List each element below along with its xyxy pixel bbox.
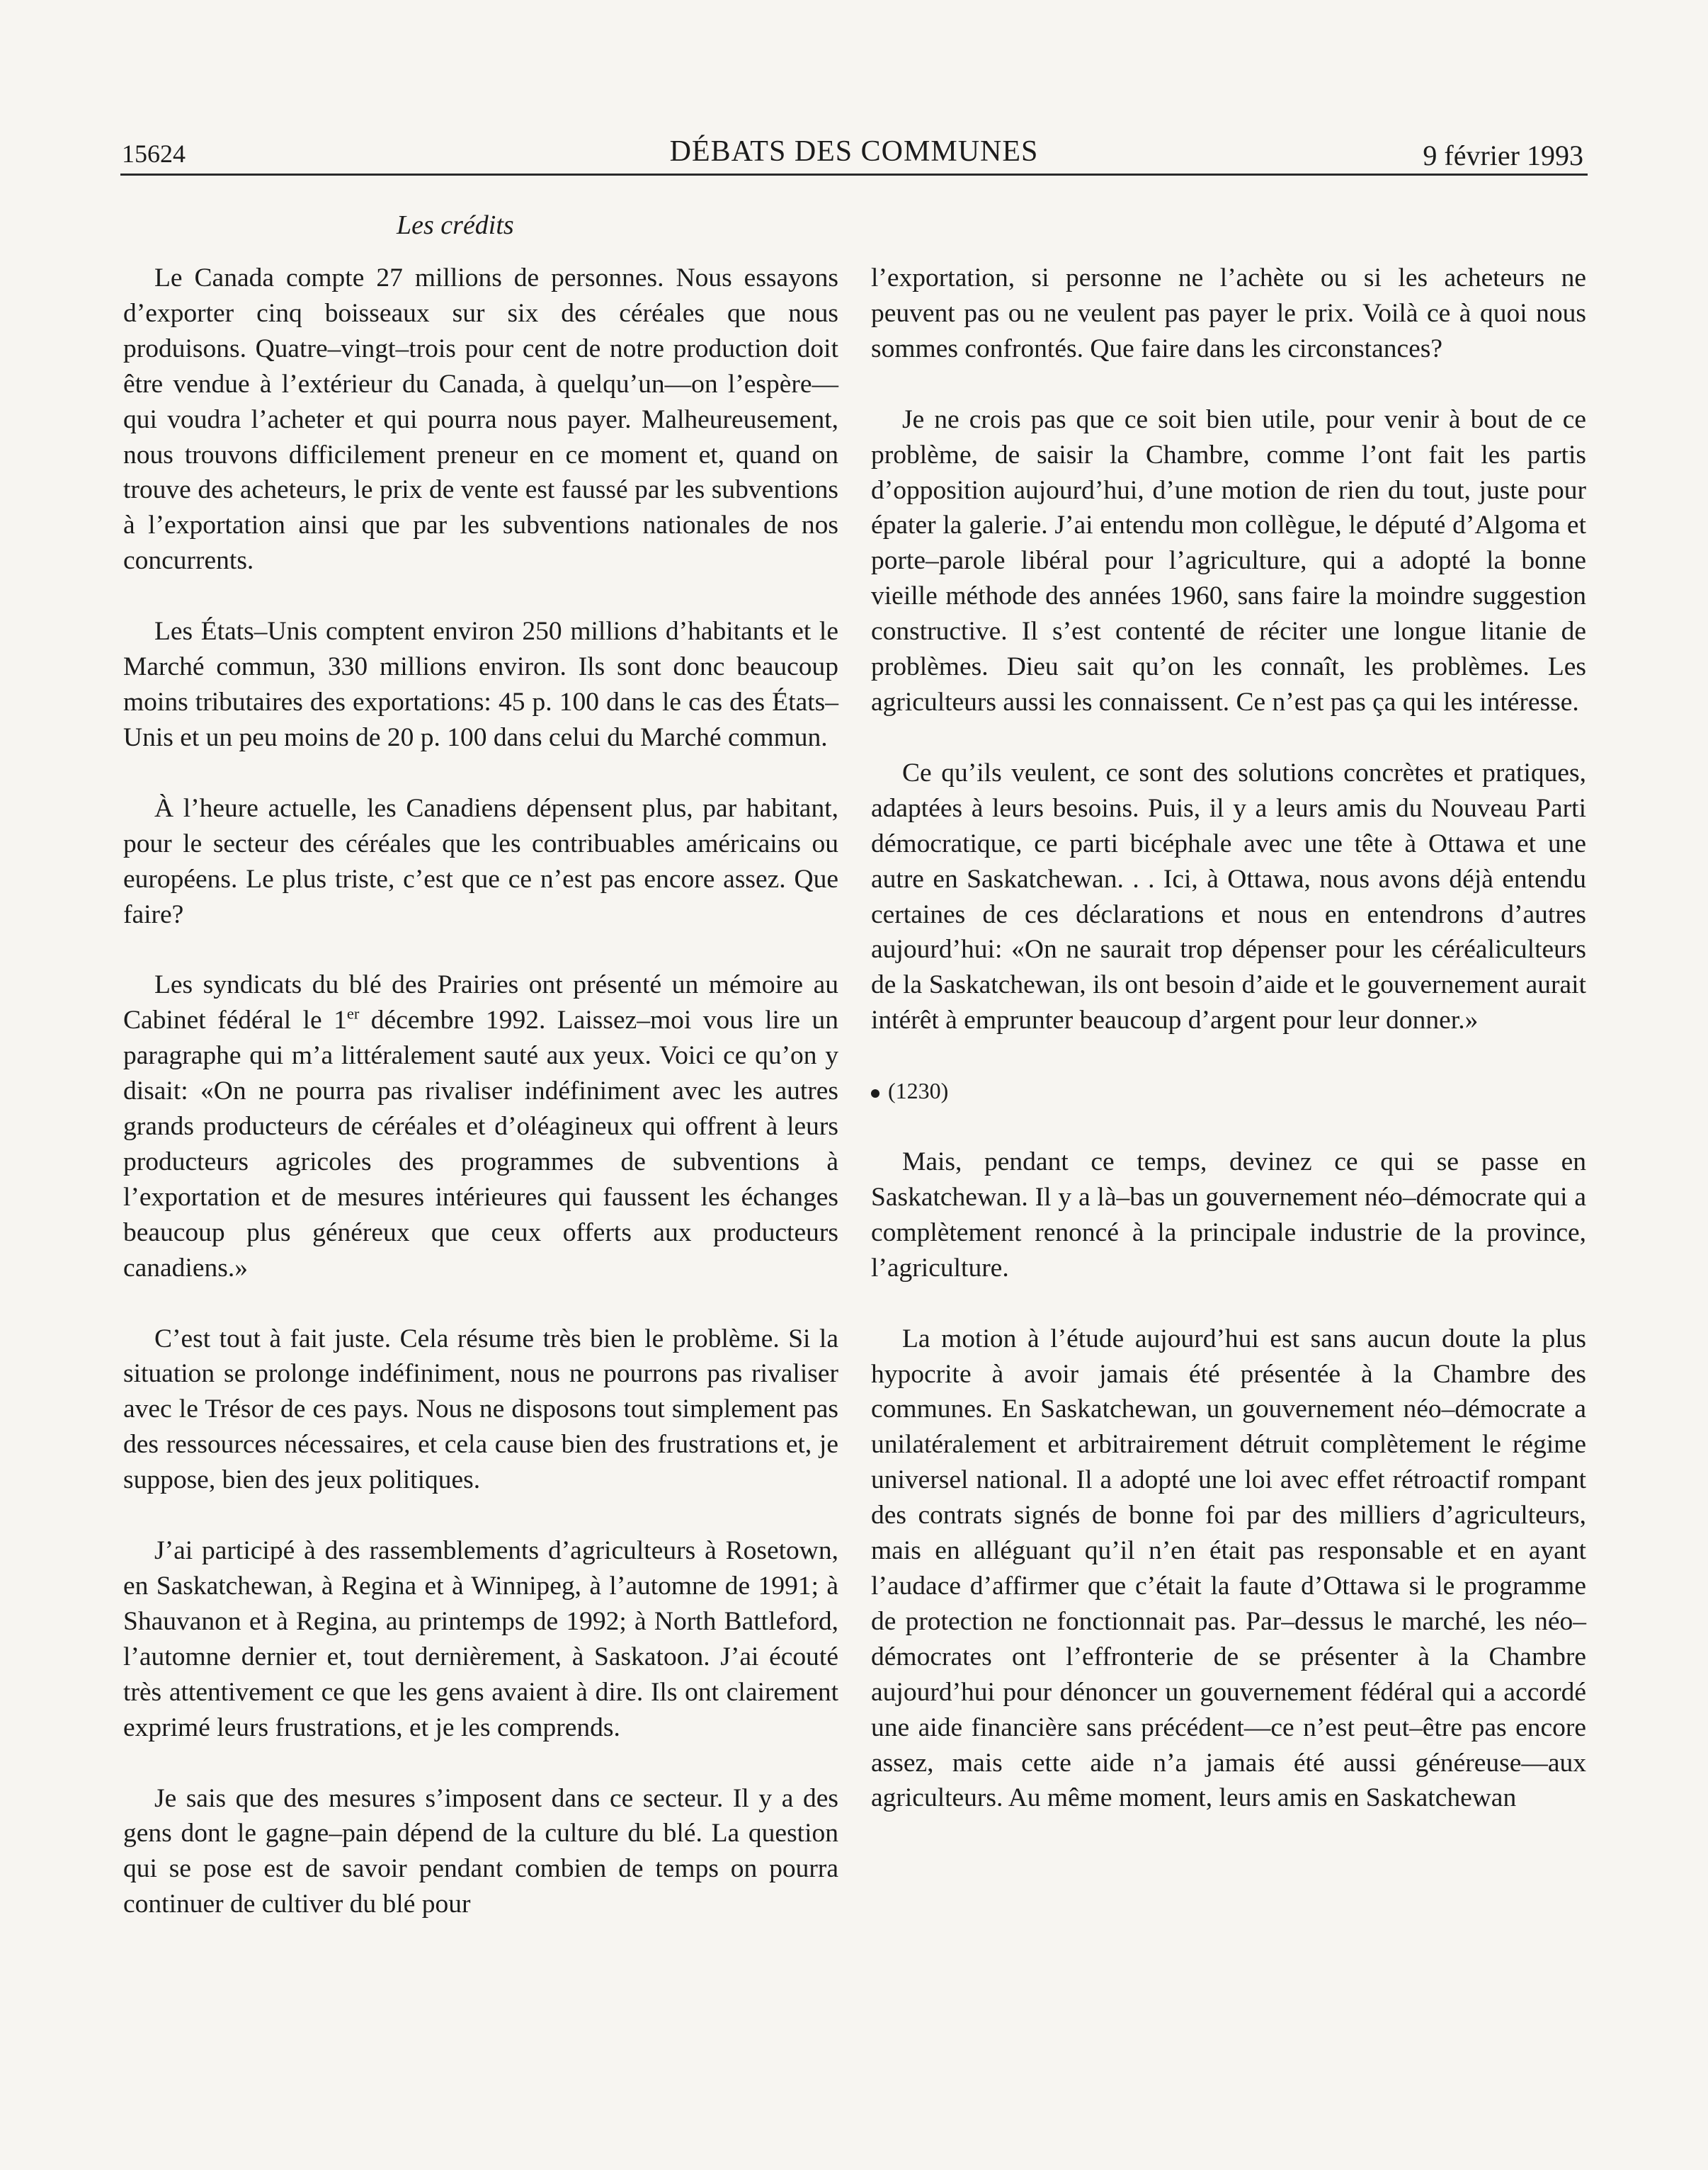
bullet-icon [871,1089,879,1098]
page-date: 9 février 1993 [1423,140,1583,171]
text-run: décembre 1992. Laissez–moi vous lire un paragraphe qui m’a littéralement sauté aux yeux. Voici ce qu’on y disait: «On ne pourra pas rivaliser indéfiniment avec les autres grands producteurs de céréales et d’oléagineux qui offrent à leurs producteurs agricoles des programmes de subventions à l’exportation et de mesures intérieures qui faussent les échanges beaucoup plus généreux que ceux offerts aux producteurs canadiens.» [123,1006,838,1283]
paragraph: Je ne crois pas que ce soit bien utile, pour venir à bout de ce problème, de saisir la Chambre, comme l’ont fait les partis d’opposition aujourd’hui, d’une motion de rien du tout, juste pour épater la galerie. J’ai entendu mon collègue, le député d’Algoma et porte–parole libéral pour l’agriculture, qui a adopté la bonne vieille méthode des années 1960, sans faire la moindre suggestion constructive. Il s’est contenté de réciter une longue litanie de problèmes. Dieu sait qu’on les connaît, les problèmes. Les agriculteurs aussi les connaissent. Ce n’est pas ça qui les intéresse. [871,404,1586,717]
paragraph: Les États–Unis comptent environ 250 millions d’habitants et le Marché commun, 330 millions environ. Ils sont donc beaucoup moins tributaires des exportations: 45 p. 100 dans le cas des États–Unis et un peu moins de 20 p. 100 dans celui du Marché commun. [123,617,838,752]
superscript: er [346,1004,360,1023]
section-title: Les crédits [397,210,514,240]
left-column [123,261,838,1958]
paragraph: C’est tout à fait juste. Cela résume très bien le problème. Si la situation se prolonge indéfiniment, nous ne pourrons pas rivaliser avec le Trésor de ces pays. Nous ne disposons tout simplement pas des ressources nécessaires, et cela cause bien des frustrations et, je suppose, bien des jeux politiques. [123,1324,838,1495]
paragraph: Le Canada compte 27 millions de personnes. Nous essayons d’exporter cinq boisseaux sur six des céréales que nous produisons. Quatre–vingt–trois pour cent de notre production doit être vendue à l’extérieur du Canada, à quelqu’un—on l’espère—qui voudra l’acheter et qui pourra nous payer. Malheureusement, nous trouvons difficilement preneur en ce moment et, quand on trouve des acheteurs, le prix de vente est faussé par les subventions à l’exportation ainsi que par les subventions nationales de nos concurrents. [123,263,838,576]
page-number: 15624 [122,140,186,168]
paragraph: J’ai participé à des rassemblements d’agriculteurs à Rosetown, en Saskatchewan, à Regina et à Winnipeg, à l’automne de 1991; à Shauvanon et à Regina, au printemps de 1992; à North Battleford, l’automne dernier et, tout dernièrement, à Saskatoon. J’ai écouté très attentivement ce que les gens avaient à dire. Ils ont clairement exprimé leurs frustrations, et je les comprends. [123,1536,838,1742]
header-rule [120,174,1588,176]
text-run: Les syndicats du blé des Prairies ont présenté un mémoire au Cabinet fédéral le 1 [123,970,838,1035]
paragraph: Ce qu’ils veulent, ce sont des solutions concrètes et pratiques, adaptées à leurs besoins. Puis, il y a leurs amis du Nouveau Parti démocratique, ce parti bicéphale avec une tête à Ottawa et une autre en Saskatchewan. . . Ici, à Ottawa, nous avons déjà entendu certaines de ces déclarations et nous en entendrons d’autres aujourd’hui: «On ne saurait trop dépenser pour les céréaliculteurs de la Saskatchewan, ils ont besoin d’aide et le gouvernement aurait intérêt à emprunter beaucoup d’argent pour leur donner.» [871,758,1586,1035]
right-column [871,261,1586,1851]
page-title: DÉBATS DES COMMUNES [669,135,1039,168]
time-marker [871,1074,1586,1109]
paragraph: Je sais que des mesures s’imposent dans ce secteur. Il y a des gens dont le gagne–pain dépend de la culture du blé. La question qui se pose est de savoir pendant combien de temps on pourra continuer de cultiver du blé pour [123,1783,838,1919]
paragraph: La motion à l’étude aujourd’hui est sans aucun doute la plus hypocrite à avoir jamais été présentée à la Chambre des communes. En Saskatchewan, un gouvernement néo–démocrate a unilatéralement et arbitrairement détruit complètement le régime universel national. Il a adopté une loi avec effet rétroactif rompant des contrats signés de bonne foi par des milliers d’agriculteurs, mais en alléguant qu’il n’en était pas responsable et en ayant l’audace d’affirmer que c’était la faute d’Ottawa si le programme de protection ne fonctionnait pas. Par–dessus le marché, les néo–démocrates ont l’effronterie de se présenter à la Chambre aujourd’hui pour dénoncer un gouvernement fédéral qui a accordé une aide financière sans précédent—ce n’est peut–être pas encore assez, mais cette aide n’a jamais été aussi généreuse—aux agriculteurs. Au même moment, leurs amis en Saskatchewan [871,1324,1586,1813]
paragraph: Mais, pendant ce temps, devinez ce qui se passe en Saskatchewan. Il y a là–bas un gouvernement néo–démocrate qui a complètement renoncé à la principale industrie de la province, l’agriculture. [871,1147,1586,1283]
paragraph-continued: l’exportation, si personne ne l’achète ou si les acheteurs ne peuvent pas ou ne veulent pas payer le prix. Voilà ce à quoi nous sommes confrontés. Que faire dans les circonstances? [871,263,1586,363]
paragraph: À l’heure actuelle, les Canadiens dépensent plus, par habitant, pour le secteur des céréales que les contribuables américains ou européens. Le plus triste, c’est que ce n’est pas encore assez. Que faire? [123,793,838,929]
paragraph [123,967,838,1285]
time-marker-text: (1230) [888,1078,949,1104]
